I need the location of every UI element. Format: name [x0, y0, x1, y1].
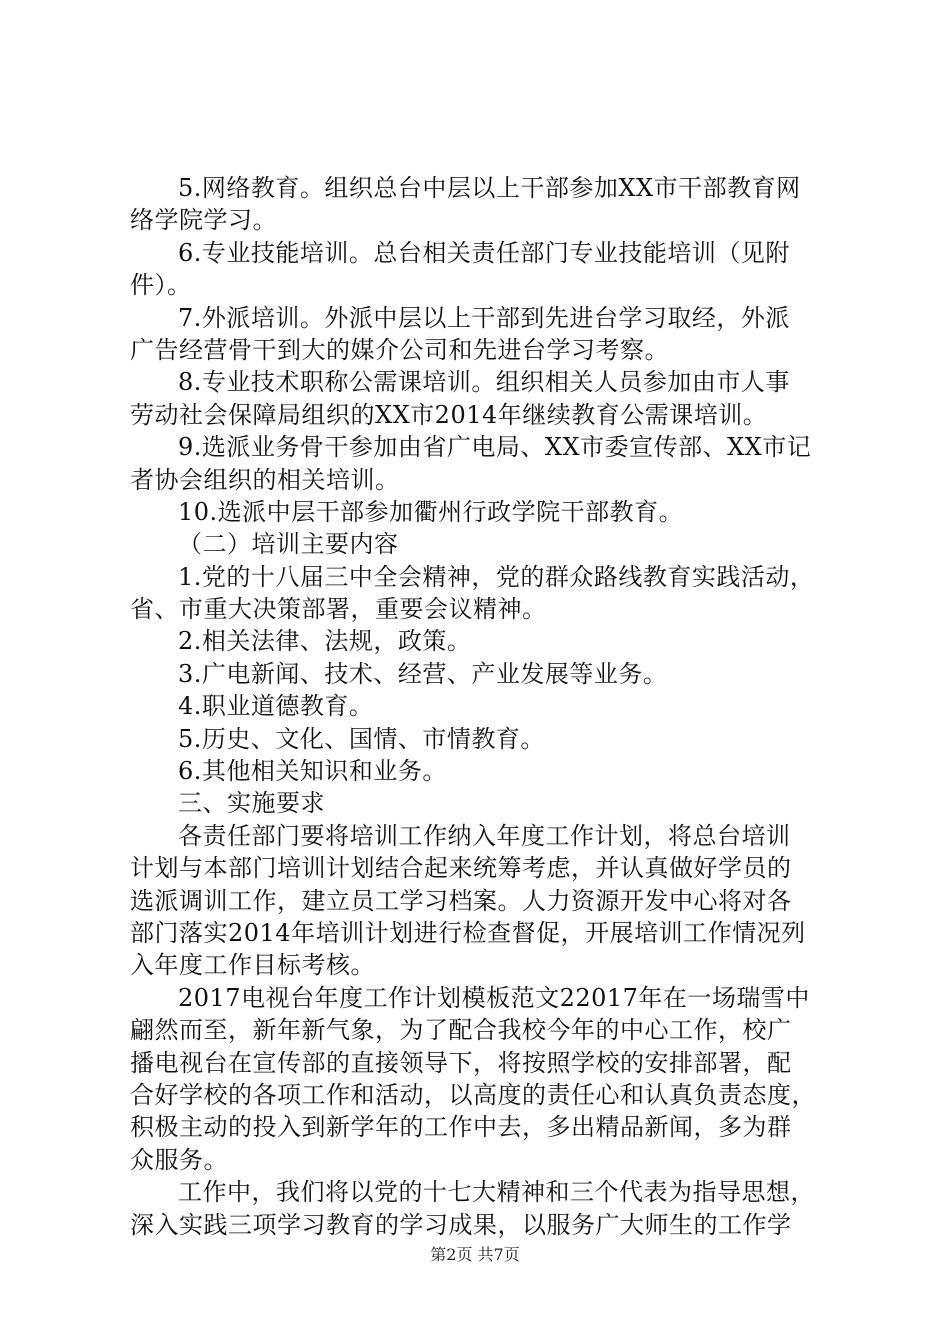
paragraph-line: 6.其他相关知识和业务。: [178, 757, 447, 786]
paragraph-line: 劳动社会保障局组织的XX市2014年继续教育公需课培训。: [130, 400, 768, 429]
section-heading: （二）培训主要内容: [178, 530, 399, 559]
paragraph-line: 合好学校的各项工作和活动，以高度的责任心和认真负责态度，: [130, 1080, 816, 1109]
paragraph-line: 6.专业技能培训。总台相关责任部门专业技能培训（见附: [178, 238, 790, 267]
paragraph-line: 8.专业技术职称公需课培训。组织相关人员参加由市人事: [178, 368, 790, 397]
paragraph-line: 络学院学习。: [130, 206, 277, 235]
paragraph-line: 10.选派中层干部参加衢州行政学院干部教育。: [178, 497, 684, 526]
section-heading: 三、实施要求: [178, 789, 325, 818]
paragraph-line: 3.广电新闻、技术、经营、产业发展等业务。: [178, 659, 668, 688]
paragraph-line: 9.选派业务骨干参加由省广电局、XX市委宣传部、XX市记: [178, 433, 812, 462]
paragraph-line: 2.相关法律、法规，政策。: [178, 627, 472, 656]
paragraph-line: 7.外派培训。外派中层以上干部到先进台学习取经，外派: [178, 303, 790, 332]
document-body: [130, 172, 830, 1241]
paragraph-line: 工作中，我们将以党的十七大精神和三个代表为指导思想，: [178, 1178, 815, 1207]
paragraph-line: 计划与本部门培训计划结合起来统筹考虑，并认真做好学员的: [130, 854, 792, 883]
paragraph-line: 入年度工作目标考核。: [130, 951, 375, 980]
paragraph-line: 5.网络教育。组织总台中层以上干部参加XX市干部教育网: [178, 174, 801, 202]
paragraph-line: 1.党的十八届三中全会精神，党的群众路线教育实践活动，: [178, 562, 815, 591]
paragraph-line: 广告经营骨干到大的媒介公司和先进台学习考察。: [130, 335, 669, 364]
page-footer: [0, 1245, 950, 1265]
paragraph-line: 5.历史、文化、国情、市情教育。: [178, 724, 545, 753]
paragraph-line: 各责任部门要将培训工作纳入年度工作计划，将总台培训: [178, 821, 791, 850]
paragraph-line: 部门落实2014年培训计划进行检查督促，开展培训工作情况列: [130, 918, 806, 947]
paragraph-line: 4.职业道德教育。: [178, 692, 374, 721]
page-number-label: 第2页 共7页: [430, 1245, 520, 1264]
paragraph-line: 件）。: [130, 271, 192, 300]
paragraph-line: 者协会组织的相关培训。: [130, 465, 400, 494]
paragraph-line: 播电视台在宣传部的直接领导下，将按照学校的安排部署，配: [130, 1048, 792, 1077]
paragraph-line: 2017电视台年度工作计划模板范文22017年在一场瑞雪中: [178, 983, 810, 1012]
paragraph-line: 积极主动的投入到新学年的工作中去，多出精品新闻，多为群: [130, 1113, 792, 1142]
paragraph-line: 众服务。: [130, 1145, 228, 1174]
paragraph-line: 省、市重大决策部署，重要会议精神。: [130, 595, 547, 624]
paragraph-line: 翩然而至，新年新气象，为了配合我校今年的中心工作，校广: [130, 1016, 792, 1045]
paragraph-line: 深入实践三项学习教育的学习成果，以服务广大师生的工作学: [130, 1210, 792, 1239]
paragraph-line: 选派调训工作，建立员工学习档案。人力资源开发中心将对各: [130, 886, 792, 915]
